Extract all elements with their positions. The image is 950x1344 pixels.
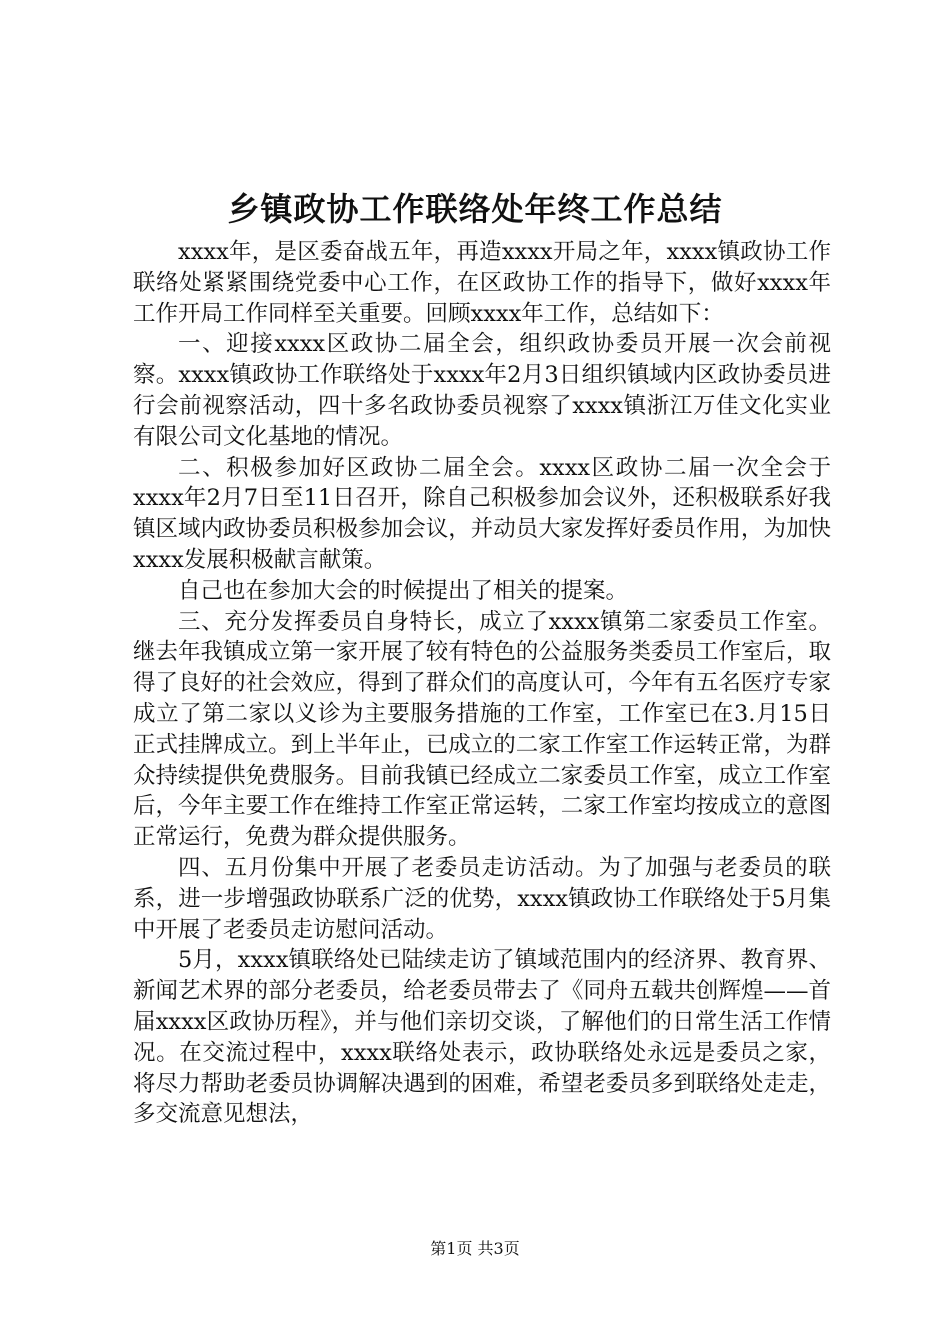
paragraph-section-4-detail: 5月，xxxx镇联络处已陆续走访了镇域范围内的经济界、教育界、新闻艺术界的部分老委员，给老委员带去了《同舟五载共创辉煌——首届xxxx区政协历程》，并与他们亲切交谈，了解他们的日常生活工作情况。在交流过程中，xxxx联络处表示，政协联络处永远是委员之家，将尽力帮助老委员协调解决遇到的困难，希望老委员多到联络处走走，多交流意见想法，: [133, 947, 831, 1128]
paragraph-section-4: 四、五月份集中开展了老委员走访活动。为了加强与老委员的联系，进一步增强政协联系广泛的优势，xxxx镇政协工作联络处于5月集中开展了老委员走访慰问活动。: [133, 854, 831, 943]
page-number: 第1页 共3页: [430, 1239, 520, 1258]
document-title: 乡镇政协工作联络处年终工作总结: [227, 190, 723, 228]
document-body: [133, 237, 831, 1130]
paragraph-section-2: 二、积极参加好区政协二届全会。xxxx区政协二届一次全会于xxxx年2月7日至11日召开，除自己积极参加会议外，还积极联系好我镇区域内政协委员积极参加会议，并动员大家发挥好委员作用，为加快xxxx发展积极献言献策。: [133, 454, 831, 573]
paragraph-section-1: 一、迎接xxxx区政协二届全会，组织政协委员开展一次会前视察。xxxx镇政协工作联络处于xxxx年2月3日组织镇域内区政协委员进行会前视察活动，四十多名政协委员视察了xxxx镇浙江万佳文化实业有限公司文化基地的情况。: [133, 331, 831, 450]
paragraph-intro: xxxx年，是区委奋战五年，再造xxxx开局之年，xxxx镇政协工作联络处紧紧围绕党委中心工作，在区政协工作的指导下，做好xxxx年工作开局工作同样至关重要。回顾xxxx年工作，总结如下：: [133, 239, 831, 327]
paragraph-section-3: 三、充分发挥委员自身特长，成立了xxxx镇第二家委员工作室。继去年我镇成立第一家开展了较有特色的公益服务类委员工作室后，取得了良好的社会效应，得到了群众们的高度认可，今年有五名医疗专家成立了第二家以义诊为主要服务措施的工作室，工作室已在3.月15日正式挂牌成立。到上半年止，已成立的二家工作室工作运转正常，为群众持续提供免费服务。目前我镇已经成立二家委员工作室，成立工作室后，今年主要工作在维持工作室正常运转，二家工作室均按成立的意图正常运行，免费为群众提供服务。: [133, 608, 831, 851]
paragraph-section-2-note: 自己也在参加大会的时候提出了相关的提案。: [178, 577, 629, 604]
